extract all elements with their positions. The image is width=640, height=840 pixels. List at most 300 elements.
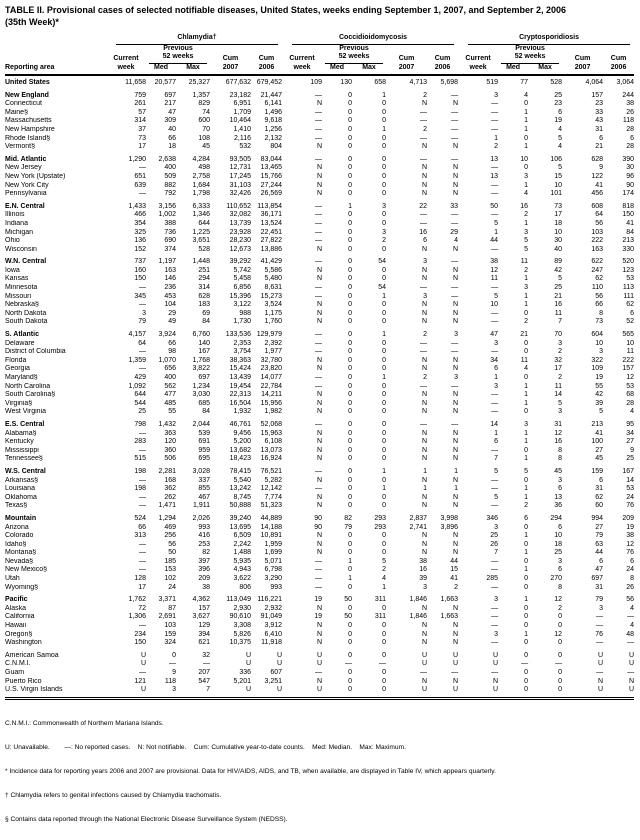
table-row	[5, 340, 634, 349]
value-cell: 5	[494, 467, 499, 475]
value-cell: 0	[348, 301, 353, 309]
value-cell: 7	[558, 318, 563, 326]
reporting-area-cell: South Dakota	[5, 318, 48, 326]
value-cell: 118	[164, 677, 176, 685]
value-cell: 2,242	[233, 540, 251, 548]
value-cell: 10	[554, 228, 563, 236]
value-cell: 0	[382, 134, 387, 142]
value-cell: 311	[374, 613, 387, 621]
value-cell: 168	[164, 476, 176, 484]
value-cell: N	[316, 455, 323, 463]
value-cell: N	[421, 143, 428, 151]
value-cell: 0	[524, 604, 529, 612]
value-cell: N	[421, 164, 428, 172]
value-cell: 0	[382, 549, 387, 557]
value-cell: 1,709	[233, 108, 251, 116]
value-cell: 0	[524, 622, 529, 630]
value-cell: 1	[524, 549, 529, 557]
value-cell: 11	[626, 348, 635, 356]
value-cell: 4	[382, 575, 387, 583]
med-header: Med	[146, 64, 176, 76]
value-cell: 153	[164, 566, 176, 574]
value-cell: 2	[558, 604, 563, 612]
value-cell: N	[421, 532, 428, 540]
reporting-area-cell: Nebraska§	[5, 301, 39, 309]
value-cell: 5,935	[233, 557, 251, 565]
value-cell: 1,488	[233, 549, 251, 557]
value-cell: 0	[348, 438, 353, 446]
table-row	[5, 686, 634, 698]
value-cell: N	[421, 630, 428, 638]
value-cell: —	[491, 476, 499, 484]
value-cell: 2	[524, 318, 529, 326]
value-cell: 118	[622, 117, 635, 125]
value-cell: 2	[382, 237, 387, 245]
value-cell: 3	[423, 258, 428, 266]
value-cell: 1,663	[440, 613, 459, 621]
value-cell: N	[421, 502, 428, 510]
med-header: Med	[322, 64, 352, 76]
table-row	[5, 532, 634, 541]
value-cell: N	[421, 365, 428, 373]
value-cell: 3	[524, 228, 529, 236]
value-cell: 6,141	[264, 100, 283, 108]
value-cell: 829	[198, 100, 210, 108]
value-cell: 19	[314, 596, 323, 604]
value-cell: N	[316, 143, 323, 151]
value-cell: 792	[164, 190, 176, 198]
reporting-area-cell: Utah	[5, 575, 20, 583]
value-cell: 0	[348, 348, 353, 356]
value-cell: —	[420, 219, 428, 227]
value-cell: 37	[138, 125, 146, 133]
value-cell: 0	[382, 348, 387, 356]
table-row	[5, 152, 634, 165]
table-row	[5, 541, 634, 550]
value-cell: 3,251	[264, 677, 283, 685]
value-cell: 5,201	[233, 677, 251, 685]
value-cell: 2	[524, 266, 529, 274]
value-cell: 52	[626, 318, 635, 326]
value-cell: 93,505	[229, 155, 251, 163]
value-cell: 2	[558, 348, 563, 356]
value-cell: 5,586	[264, 266, 283, 274]
value-cell: 53	[626, 275, 635, 283]
group-header-row	[5, 33, 634, 45]
value-cell: 0	[382, 108, 387, 116]
value-cell: 360	[164, 446, 176, 454]
value-cell: 3	[494, 91, 499, 99]
value-cell: 0	[348, 382, 353, 390]
value-cell: N	[316, 356, 323, 364]
value-cell: —	[315, 219, 323, 227]
value-cell: 163	[164, 266, 176, 274]
value-cell: N	[421, 455, 428, 463]
value-cell: 13,242	[229, 485, 251, 493]
value-cell: U	[493, 660, 499, 668]
value-cell: —	[491, 117, 499, 125]
value-cell: —	[139, 502, 146, 510]
value-cell: 19	[314, 613, 323, 621]
value-cell: 16	[419, 228, 428, 236]
value-cell: N	[453, 408, 459, 416]
reporting-area-cell: Hawaii	[5, 622, 27, 630]
value-cell: 39	[595, 399, 604, 407]
value-cell: 24	[168, 583, 176, 591]
footnote-cnmi: C.N.M.I.: Commonwealth of Northern Mariana Islands.	[5, 719, 164, 727]
value-cell: 0	[558, 677, 563, 685]
value-cell: 400	[164, 374, 176, 381]
value-cell: 804	[270, 143, 283, 151]
value-cell: 57	[138, 108, 146, 116]
value-cell: 12	[626, 540, 635, 548]
value-cell: 3	[423, 583, 428, 591]
value-cell: 42	[595, 391, 604, 399]
value-cell: 0	[524, 100, 529, 108]
table-row	[5, 430, 634, 439]
value-cell: 54	[378, 258, 387, 266]
reporting-area-cell: Pennsylvania	[5, 190, 47, 198]
reporting-area-cell: Arkansas§	[5, 476, 39, 484]
value-cell: 0	[558, 613, 563, 621]
value-cell: 0	[524, 639, 529, 647]
value-cell: —	[420, 348, 428, 356]
value-cell: 11	[554, 309, 563, 317]
value-cell: —	[451, 420, 459, 428]
value-cell: N	[453, 172, 459, 180]
value-cell: 4	[630, 604, 635, 612]
value-cell: 3	[494, 382, 499, 390]
value-cell: 253	[198, 540, 210, 548]
value-cell: 3,064	[616, 79, 635, 86]
value-cell: 565	[622, 331, 635, 339]
value-cell: N	[453, 309, 459, 317]
value-cell: 19	[554, 117, 563, 125]
value-cell: 3	[382, 202, 387, 210]
value-cell: 98	[168, 348, 176, 356]
table-row	[5, 310, 634, 319]
value-cell: N	[453, 622, 459, 630]
value-cell: 38	[626, 532, 635, 540]
value-cell: 3	[494, 630, 499, 638]
value-cell: 2,044	[192, 420, 210, 428]
value-cell: U	[629, 651, 635, 659]
value-cell: 11	[490, 275, 499, 283]
value-cell: —	[139, 622, 146, 630]
value-cell: —	[491, 348, 499, 356]
value-cell: 651	[134, 172, 146, 180]
value-cell: 2	[524, 211, 529, 219]
value-cell: 1	[524, 391, 529, 399]
value-cell: 103	[591, 228, 604, 236]
value-cell: 13,739	[229, 219, 251, 227]
value-cell: 0	[382, 669, 387, 676]
table-row	[5, 182, 634, 191]
table-row	[5, 374, 634, 383]
group-header-chlamydia: Chlamydia†	[106, 33, 282, 45]
value-cell: 0	[348, 399, 353, 407]
value-cell: 2,837	[409, 514, 428, 522]
table-row	[5, 301, 634, 310]
reporting-area-cell: Maryland§	[5, 374, 38, 381]
value-cell: —	[315, 134, 323, 142]
value-cell: 0	[524, 374, 529, 381]
value-cell: —	[420, 155, 428, 163]
reporting-area-cell: W.N. Central	[5, 258, 47, 266]
table-row	[5, 613, 634, 622]
value-cell: 0	[382, 301, 387, 309]
value-cell: 262	[164, 493, 176, 501]
value-cell: 174	[622, 190, 635, 198]
value-cell: 30	[554, 237, 563, 245]
value-cell: 79	[595, 596, 604, 604]
value-cell: 3	[494, 523, 499, 531]
table-row	[5, 549, 634, 558]
value-cell: N	[316, 446, 323, 454]
value-cell: 116,221	[257, 596, 283, 604]
value-cell: 14,211	[261, 391, 283, 399]
value-cell: N	[453, 391, 459, 399]
value-cell: N	[453, 438, 459, 446]
value-cell: 17,245	[229, 172, 251, 180]
value-cell: 1,762	[128, 596, 146, 604]
value-cell: U	[276, 651, 283, 659]
value-cell: 1	[382, 331, 387, 339]
value-cell: 0	[348, 266, 353, 274]
value-cell: 28,230	[229, 237, 251, 245]
value-cell: —	[315, 237, 323, 245]
value-cell: 120	[164, 438, 176, 446]
value-cell: —	[139, 365, 146, 373]
value-cell: 0	[348, 284, 353, 292]
value-cell: 69	[202, 309, 210, 317]
value-cell: 16,924	[260, 455, 283, 463]
value-cell: 21	[520, 331, 529, 339]
value-cell: 4	[558, 143, 563, 151]
value-cell: N	[453, 365, 459, 373]
value-cell: 1,982	[264, 408, 283, 416]
value-cell: 13,682	[229, 446, 251, 454]
value-cell: —	[379, 660, 387, 668]
value-cell: U	[427, 686, 458, 698]
value-cell: N	[421, 190, 428, 198]
value-cell: 0	[348, 630, 353, 638]
value-cell: —	[491, 622, 499, 630]
value-cell: 1	[524, 382, 529, 390]
value-cell: —	[491, 613, 499, 621]
cum-2007-header: Cum 2007	[210, 45, 251, 76]
value-cell: 38,363	[229, 356, 251, 364]
table-row	[5, 327, 634, 340]
value-cell: 270	[550, 575, 563, 583]
value-cell: 0	[348, 117, 353, 125]
value-cell: 697	[164, 91, 176, 99]
value-cell: —	[555, 660, 563, 668]
value-cell: 0	[382, 446, 387, 454]
value-cell: 55	[168, 408, 176, 416]
value-cell: 1,346	[192, 211, 210, 219]
value-cell: 1,846	[409, 596, 428, 604]
value-cell: 4	[558, 125, 563, 133]
value-cell: 677,632	[225, 79, 251, 86]
value-cell: 3,156	[158, 202, 176, 210]
value-cell: 32	[202, 651, 210, 659]
value-cell: 1	[524, 399, 529, 407]
value-cell: 0	[348, 309, 353, 317]
value-cell: 0	[348, 134, 353, 142]
value-cell: U	[282, 686, 322, 698]
value-cell: 0	[524, 408, 529, 416]
value-cell: 1	[524, 429, 529, 437]
value-cell: 21	[595, 143, 604, 151]
value-cell: 544	[134, 399, 146, 407]
value-cell: —	[315, 155, 323, 163]
reporting-area-cell: Pacific	[5, 596, 28, 604]
value-cell: 1	[382, 583, 387, 591]
value-cell: 5	[494, 493, 499, 501]
value-cell: 73	[138, 134, 146, 142]
value-cell: 3	[558, 557, 563, 565]
reporting-area-cell: Idaho§	[5, 540, 27, 548]
value-cell: 19	[626, 523, 635, 531]
value-cell: —	[315, 382, 323, 390]
value-cell: N	[421, 100, 428, 108]
value-cell: 4	[524, 190, 529, 198]
value-cell: 0	[382, 476, 387, 484]
value-cell: 23,820	[260, 365, 283, 373]
value-cell: —	[203, 660, 210, 668]
value-cell: 528	[198, 245, 210, 253]
value-cell: N	[316, 540, 323, 548]
value-cell: 261	[134, 100, 146, 108]
value-cell: 6,856	[233, 284, 251, 292]
value-cell: 244	[622, 91, 635, 99]
value-cell: 394	[198, 630, 210, 638]
value-cell: 150	[134, 639, 146, 647]
value-cell: 1	[524, 125, 529, 133]
reporting-area-cell: Delaware	[5, 339, 35, 347]
value-cell: 0	[348, 493, 353, 501]
value-cell: 1,959	[264, 540, 283, 548]
value-cell: 0	[352, 686, 386, 698]
value-cell: 1,730	[233, 318, 251, 326]
value-cell: 20,577	[154, 79, 176, 86]
value-cell: N	[316, 164, 323, 172]
value-cell: 236	[164, 284, 176, 292]
table-row	[5, 592, 634, 605]
table-row	[5, 400, 634, 409]
value-cell: 1	[423, 467, 428, 475]
value-cell: 0	[348, 143, 353, 151]
value-cell: —	[315, 211, 323, 219]
value-cell: —	[420, 339, 428, 347]
value-cell: N	[421, 438, 428, 446]
value-cell: N	[316, 630, 323, 638]
value-cell: —	[491, 639, 499, 647]
value-cell: 207	[198, 669, 210, 676]
value-cell: —	[315, 125, 323, 133]
value-cell: 27,822	[260, 237, 283, 245]
value-cell: —	[420, 211, 428, 219]
reporting-area-cell: Mid. Atlantic	[5, 155, 47, 163]
value-cell: 42	[554, 266, 563, 274]
value-cell: —	[491, 190, 499, 198]
table-row	[5, 391, 634, 400]
value-cell: N	[421, 493, 428, 501]
value-cell: 10,375	[229, 639, 251, 647]
value-cell: 5	[494, 292, 499, 300]
value-cell: 84	[626, 228, 635, 236]
value-cell: N	[453, 266, 459, 274]
value-cell: 66	[138, 523, 146, 531]
value-cell: 66	[168, 339, 176, 347]
footnote-asterisk: * Incidence data for reporting years 2006 and 2007 are provisional. Data for HIV/AIDS, AIDS, and TB, when available, are displayed in Table IV, which appears quarterly.	[5, 767, 496, 775]
value-cell: 14	[490, 420, 499, 428]
value-cell: 5	[524, 237, 529, 245]
value-cell: 183	[198, 301, 210, 309]
value-cell: 0	[524, 677, 529, 685]
value-cell: —	[315, 374, 323, 381]
value-cell: 62	[626, 301, 635, 309]
value-cell: 76	[626, 549, 635, 557]
value-cell: 1,433	[128, 202, 146, 210]
previous-52-weeks-header: Previous 52 weeks	[498, 45, 562, 64]
value-cell: 5,826	[233, 630, 251, 638]
table-row	[5, 357, 634, 366]
value-cell: 0	[348, 532, 353, 540]
value-cell: 0	[348, 258, 353, 266]
footnote-section: § Contains data reported through the National Electronic Disease Surveillance System (NEDSS).	[5, 815, 288, 823]
value-cell: —	[315, 339, 323, 347]
value-cell: —	[315, 292, 323, 300]
table-row	[5, 631, 634, 640]
table-row	[5, 237, 634, 246]
reporting-area-cell: Nevada§	[5, 557, 34, 565]
value-cell: 6	[599, 476, 604, 484]
value-cell: 54	[378, 284, 387, 292]
value-cell: 993	[198, 523, 210, 531]
value-cell: 129,979	[256, 331, 283, 339]
value-cell: 0	[348, 446, 353, 454]
value-cell: 0	[382, 630, 387, 638]
value-cell: 1,699	[264, 549, 283, 557]
value-cell: 222	[622, 356, 635, 364]
value-cell: 87	[168, 604, 176, 612]
value-cell: 0	[558, 639, 563, 647]
value-cell: 0	[382, 365, 387, 373]
value-cell: 41,429	[260, 258, 283, 266]
value-cell: 36	[554, 502, 563, 510]
value-cell: 1	[494, 429, 499, 437]
value-cell: 217	[164, 100, 176, 108]
value-cell: N	[316, 318, 323, 326]
reporting-area-cell: Montana§	[5, 549, 37, 557]
value-cell: U	[421, 651, 428, 659]
table-row	[5, 173, 634, 182]
reporting-area-cell: Illinois	[5, 211, 25, 219]
value-cell: 16	[520, 202, 529, 210]
value-cell: 1,225	[192, 228, 210, 236]
value-cell: 23	[554, 100, 563, 108]
value-cell: N	[421, 356, 428, 364]
value-cell: 28	[626, 125, 635, 133]
value-cell: 0	[348, 181, 353, 189]
value-cell: 736	[164, 228, 176, 236]
value-cell: 5,071	[264, 557, 283, 565]
value-cell: 0	[348, 275, 353, 283]
value-cell: 562	[164, 382, 176, 390]
value-cell: 23,928	[229, 228, 251, 236]
